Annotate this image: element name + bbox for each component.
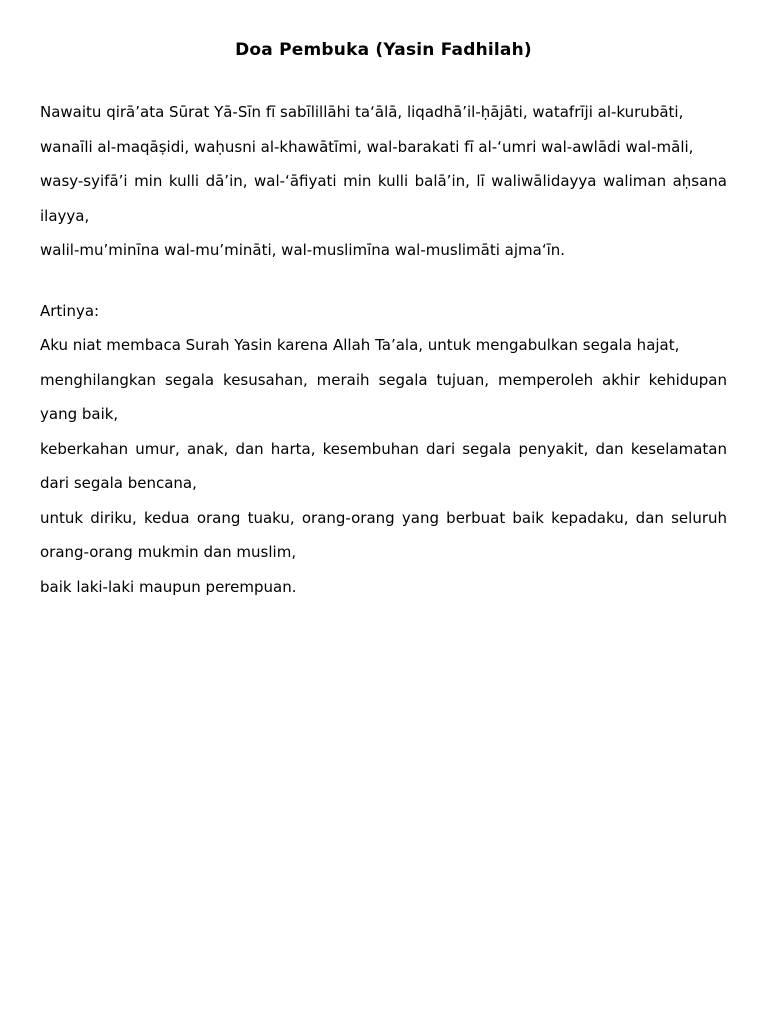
- meaning-section: [40, 294, 727, 605]
- page-title: Doa Pembuka (Yasin Fadhilah): [235, 40, 532, 60]
- prayer-paragraph: wanaīli al-maqāṣidi, waḥusni al-khawātīmi, wal-barakati fī al-‘umri wal-awlādi wal-māli,: [40, 137, 694, 156]
- meaning-paragraph: untuk diriku, kedua orang tuaku, orang-orang yang berbuat baik kepadaku, dan seluruh orang-orang mukmin dan muslim,: [40, 508, 727, 561]
- section-spacer: [40, 268, 727, 294]
- prayer-text: [40, 95, 727, 268]
- meaning-paragraph: menghilangkan segala kesusahan, meraih segala tujuan, memperoleh akhir kehidupan yang baik,: [40, 370, 727, 423]
- meaning-paragraph: Aku niat membaca Surah Yasin karena Allah Ta’ala, untuk mengabulkan segala hajat,: [40, 336, 680, 354]
- meaning-paragraph: keberkahan umur, anak, dan harta, kesembuhan dari segala penyakit, dan keselamatan dari segala bencana,: [40, 439, 727, 492]
- prayer-paragraph: wasy-syifā’i min kulli dā’in, wal-‘āfiyati min kulli balā’in, lī waliwālidayya waliman aḥsana ilayya,: [40, 172, 727, 225]
- prayer-paragraph: walil-mu’minīna wal-mu’mināti, wal-muslimīna wal-muslimāti ajma‘īn.: [40, 241, 566, 259]
- meaning-label: Artinya:: [40, 301, 100, 320]
- prayer-paragraph: Nawaitu qirā’ata Sūrat Yā-Sīn fī sabīlillāhi ta‘ālā, liqadhā’il-ḥājāti, watafrīji al-kurubāti,: [40, 103, 684, 121]
- meaning-paragraph: baik laki-laki maupun perempuan.: [40, 577, 297, 596]
